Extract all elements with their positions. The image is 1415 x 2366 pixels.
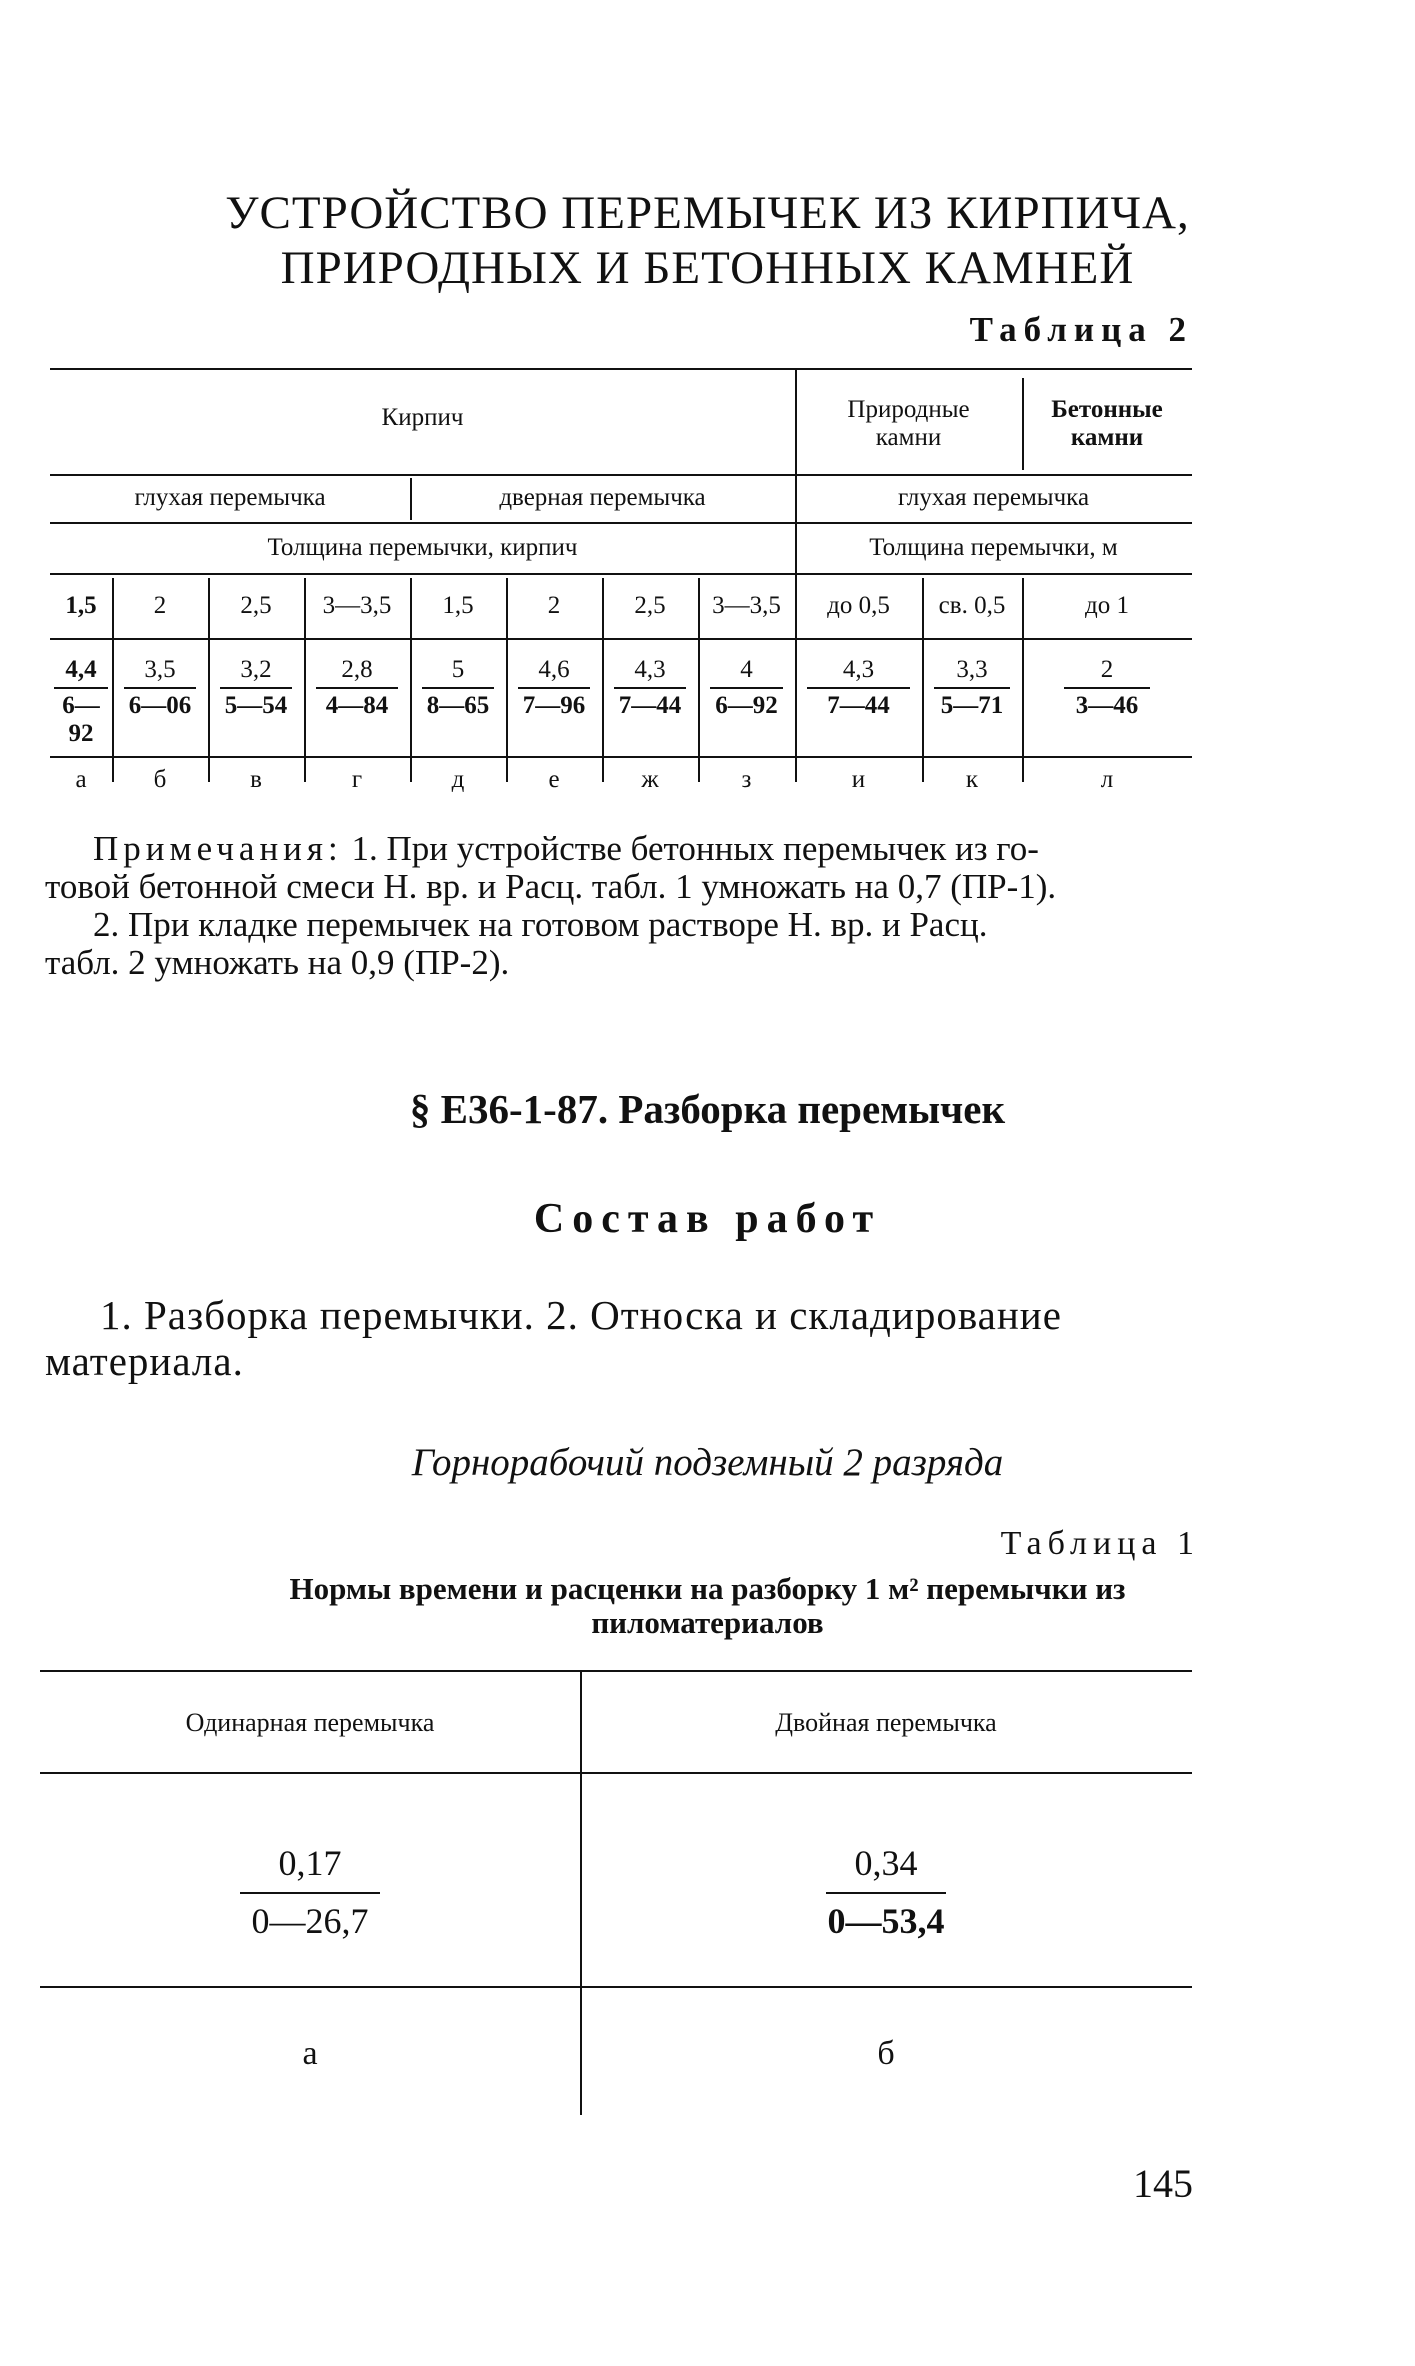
table-2 [50,368,1192,793]
thickness-z: 3—3,5 [712,592,781,619]
notes-line-1: 1. При устройстве бетонных перемычек из го- [351,829,1039,868]
section-title: § Е36-1-87. Разборка перемычек [409,1086,1006,1132]
notes-line-2: товой бетонной смеси Н. вр. и Расц. табл. 1 умножать на 0,7 (ПР-1). [45,867,1057,906]
header-door-brick: дверная перемычка [499,484,706,511]
thickness-g: 3—3,5 [322,592,392,619]
value-i: 4,3 7—44 [795,656,922,720]
worker-grade: Горнорабочий подземный 2 разряда [411,1441,1004,1484]
table-1-label: Таблица 1 [1000,1525,1200,1562]
thickness-b: 2 [153,592,167,619]
table-1-caption-line-1: Нормы времени и расценки на разборку 1 м² перемычки из [289,1571,1126,1606]
header-blind-stone: глухая перемычка [897,484,1090,511]
letter-k: к [965,766,979,793]
header-brick: Кирпич [381,404,464,431]
main-title-line-1: УСТРОЙСТВО ПЕРЕМЫЧЕК ИЗ КИРПИЧА, [225,187,1190,239]
letter-i: и [851,766,866,793]
table-1-caption-line-2: пиломатериалов [591,1605,824,1640]
header-natural-stones: Природные камни [847,396,970,451]
thickness-d: 1,5 [442,592,474,619]
composition-line-2: материала. [45,1338,244,1384]
value-double: 0,34 0—53,4 [827,1843,945,1941]
table-1-caption [0,1572,1415,1640]
thickness-k: св. 0,5 [938,592,1006,619]
letter-single: а [302,2035,318,2072]
header-thickness-stone: Толщина перемычки, м [869,534,1118,561]
letter-e: е [548,766,560,793]
value-k: 3,3 5—71 [922,656,1022,720]
header-double: Двойная перемычка [775,1708,997,1737]
header-concrete-stones: Бетонные камни [1051,396,1163,451]
value-g: 2,8 4—84 [304,656,410,720]
notes-lead: Примечания: [93,829,343,868]
thickness-zh: 2,5 [634,592,666,619]
letter-z: з [741,766,752,793]
header-thickness-brick: Толщина перемычки, кирпич [267,534,578,561]
value-v: 3,2 5—54 [208,656,304,720]
letter-zh: ж [641,766,659,793]
letter-d: д [451,766,465,793]
letter-a: а [75,766,87,793]
letter-double: б [877,2035,895,2072]
thickness-e: 2 [547,592,561,619]
notes-line-4: табл. 2 умножать на 0,9 (ПР-2). [45,943,510,982]
main-title-line-2: ПРИРОДНЫХ И БЕТОННЫХ КАМНЕЙ [280,242,1135,294]
composition-title: Состав работ [533,1196,882,1242]
thickness-l: до 1 [1085,592,1129,619]
value-b: 3,5 6—06 [112,656,208,720]
letter-v: в [250,766,262,793]
letter-l: л [1100,766,1114,793]
thickness-i: до 0,5 [827,592,890,619]
header-single: Одинарная перемычка [185,1708,435,1737]
value-z: 4 6—92 [698,656,795,720]
composition-line-1: 1. Разборка перемычки. 2. Относка и складирование [100,1292,1062,1338]
page-number: 145 [1133,2161,1193,2206]
letter-g: г [351,766,363,793]
value-single: 0,17 0—26,7 [40,1842,580,1942]
letter-b: б [153,766,167,793]
value-d: 5 8—65 [410,656,506,720]
value-l: 2 3—46 [1022,656,1192,720]
header-blind-brick: глухая перемычка [134,484,326,511]
notes [45,830,1195,982]
value-zh: 4,3 7—44 [602,656,698,720]
thickness-v: 2,5 [240,592,272,619]
notes-line-3: 2. При кладке перемычек на готовом растворе Н. вр. и Расц. [93,905,988,944]
thickness-a: 1,5 [65,592,97,619]
composition-text [45,1292,1195,1384]
value-a: 4,4 6—92 [50,656,112,748]
table-2-label: Таблица 2 [969,310,1193,349]
table-1 [40,1670,1192,2115]
value-e: 4,6 7—96 [506,656,602,720]
